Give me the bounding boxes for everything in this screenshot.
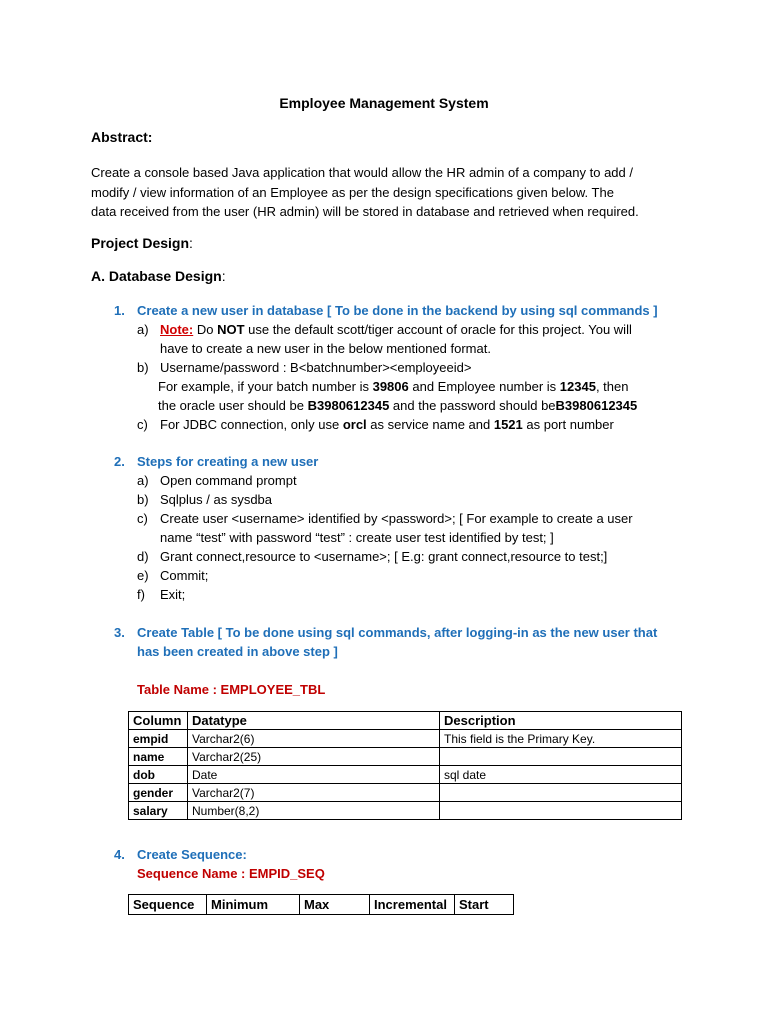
column-header: Incremental: [370, 895, 455, 915]
table-cell: dob: [129, 766, 188, 784]
project-design-heading: Project Design:: [91, 235, 193, 251]
sequence-name: Sequence Name : EMPID_SEQ: [137, 866, 325, 881]
step-text: Commit;: [160, 568, 209, 583]
section3-heading: Create Table [ To be done using sql commands, after logging-in as the new user that: [137, 625, 658, 640]
note-label: Note:: [160, 322, 194, 337]
abstract-paragraph: [91, 163, 691, 222]
section2-number: 2.: [114, 454, 125, 469]
page-title: Employee Management System: [279, 95, 489, 111]
item-label: c): [137, 417, 148, 432]
table-row: [129, 766, 682, 784]
abstract-heading: Abstract:: [91, 129, 153, 145]
table-cell: salary: [129, 802, 188, 820]
table-row: [129, 784, 682, 802]
section2-heading: Steps for creating a new user: [137, 454, 319, 469]
section3-heading-cont: has been created in above step ]: [137, 644, 338, 659]
item-b-example: For example, if your batch number is 39806 and Employee number is 12345, then: [158, 379, 629, 394]
table-name: Table Name : EMPLOYEE_TBL: [137, 682, 326, 697]
step-text: Open command prompt: [160, 473, 297, 488]
step-label: d): [137, 549, 149, 564]
table-cell: gender: [129, 784, 188, 802]
table-cell: Date: [188, 766, 440, 784]
sequence-table: [128, 894, 514, 915]
item-a-text-cont: have to create a new user in the below mentioned format.: [160, 341, 491, 356]
table-cell: sql date: [440, 766, 682, 784]
step-text: Grant connect,resource to <username>; [ E.g: grant connect,resource to test;]: [160, 549, 608, 564]
table-cell: name: [129, 748, 188, 766]
step-text: Sqlplus / as sysdba: [160, 492, 273, 507]
step-label: b): [137, 492, 149, 507]
column-header: Sequence: [129, 895, 207, 915]
abstract-line: data received from the user (HR admin) will be stored in database and retrieved when required.: [91, 204, 639, 219]
section1-heading: Create a new user in database [ To be done in the backend by using sql commands ]: [137, 303, 658, 318]
step-text: Create user <username> identified by <password>; [ For example to create a user: [160, 511, 633, 526]
table-header-row: [129, 895, 514, 915]
item-a-text: Note: Do NOT use the default scott/tiger account of oracle for this project. You will: [160, 322, 632, 337]
item-b-example-cont: the oracle user should be B3980612345 and the password should beB3980612345: [158, 398, 638, 413]
step-label: e): [137, 568, 149, 583]
table-cell: Varchar2(6): [188, 730, 440, 748]
item-label: b): [137, 360, 149, 375]
abstract-line: modify / view information of an Employee as per the design specifications given below. The: [91, 184, 614, 200]
section4-heading: Create Sequence:: [137, 847, 247, 862]
table-header-row: [129, 712, 682, 730]
table-cell: empid: [129, 730, 188, 748]
step-label: f): [137, 587, 145, 602]
employee-table: [128, 711, 682, 820]
column-header: Minimum: [207, 895, 300, 915]
step-label: a): [137, 473, 149, 488]
table-cell: [440, 748, 682, 766]
step-text-cont: name “test” with password “test” : create user test identified by test; ]: [160, 530, 554, 545]
section4-number: 4.: [114, 847, 125, 862]
table-row: [129, 748, 682, 766]
item-label: a): [137, 322, 149, 337]
table-cell: [440, 802, 682, 820]
column-header: Max: [300, 895, 370, 915]
table-cell: This field is the Primary Key.: [440, 730, 682, 748]
database-design-heading: A. Database Design:: [91, 268, 226, 284]
column-header: Column: [129, 712, 188, 730]
table-row: [129, 730, 682, 748]
item-c-text: For JDBC connection, only use orcl as service name and 1521 as port number: [160, 417, 614, 432]
section1-number: 1.: [114, 303, 125, 318]
table-cell: [440, 784, 682, 802]
step-text: Exit;: [160, 587, 186, 602]
table-cell: Varchar2(25): [188, 748, 440, 766]
table-cell: Number(8,2): [188, 802, 440, 820]
column-header: Datatype: [188, 712, 440, 730]
column-header: Description: [440, 712, 682, 730]
step-label: c): [137, 511, 148, 526]
table-cell: Varchar2(7): [188, 784, 440, 802]
item-b-text: Username/password : B<batchnumber><employeeid>: [160, 360, 472, 375]
section3-number: 3.: [114, 625, 125, 640]
abstract-line: Create a console based Java application that would allow the HR admin of a company to add /: [91, 165, 633, 180]
column-header: Start: [455, 895, 514, 915]
table-row: [129, 802, 682, 820]
